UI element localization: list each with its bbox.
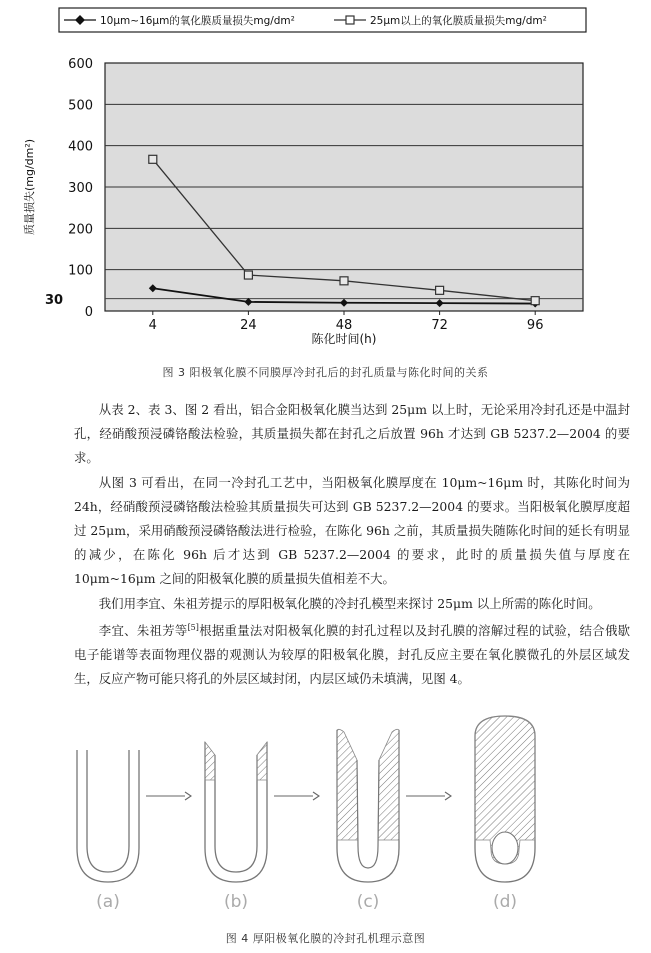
y-tick-label-400: 400	[68, 139, 93, 155]
paragraph-2: 从图 3 可看出，在同一冷封孔工艺中，当阳极氧化膜厚度在 10μm~16μm 时，其陈化时间为 24h，经硝酸预浸磷铬酸法检验其质量损失可达到 GB 5237.2—2004 的要求。当阳极氧化膜厚度超过 25μm，采用硝酸预浸磷铬酸法进行检验，在陈化 96h 之前，其质量损失随陈化时间的延长有明显的减少，在陈化 96h 后才达到 GB 5237.2—2004 的要求，此时的质量损失值与厚度在 10μm~16μm 之间的阳极氧化膜的质量损失值相差不大。	[74, 474, 630, 587]
figure-4-caption: 图 4 厚阳极氧化膜的冷封孔机理示意图	[225, 932, 426, 945]
legend-label-1: 10μm~16μm的氧化膜质量损失mg/dm²	[100, 15, 295, 27]
label-b: (b)	[223, 892, 249, 910]
figure-3-chart	[0, 0, 651, 360]
body-text	[74, 398, 630, 692]
label-c: (c)	[356, 892, 380, 910]
y-tick-label-200: 200	[68, 222, 93, 238]
paragraph-3: 我们用李宜、朱祖芳提示的厚阳极氧化膜的冷封孔模型来探讨 25μm 以上所需的陈化时间。	[98, 595, 601, 611]
paragraph-1: 从表 2、表 3、图 2 看出，铝合金阳极氧化膜当达到 25μm 以上时，无论采用冷封孔还是中温封孔，经硝酸预浸磷铬酸法检验，其质量损失都在封孔之后放置 96h 才达到 GB 5237.2—2004 的要求。	[74, 402, 630, 466]
x-axis-title: 陈化时间(h)	[311, 332, 377, 346]
pore-d	[475, 716, 535, 882]
point-square-96	[531, 297, 539, 305]
extra-tick-30: 30	[45, 293, 64, 308]
y-tick-label-0: 0	[84, 305, 93, 320]
arrow-1-head	[185, 792, 191, 800]
y-tick-label-300: 300	[68, 181, 93, 196]
arrow-2-head	[313, 792, 319, 800]
point-square-24	[244, 271, 252, 279]
y-tick-label-100: 100	[68, 263, 93, 279]
point-square-4	[149, 155, 157, 163]
arrow-3-head	[445, 792, 451, 800]
point-square-48	[340, 277, 348, 285]
x-tick-label-4: 4	[148, 318, 157, 333]
x-tick-label-48: 48	[335, 318, 353, 333]
y-axis-title: 质量损失(mg/dm²)	[23, 138, 36, 236]
y-tick-label-600: 600	[68, 57, 93, 72]
x-tick-label-96: 96	[526, 318, 544, 333]
legend-marker-square	[346, 16, 354, 24]
y-axis-ticks	[68, 57, 93, 320]
legend-label-2: 25μm以上的氧化膜质量损失mg/dm²	[370, 15, 547, 27]
chart-svg	[0, 0, 651, 360]
para4-authors: 李宜、朱祖芳等	[98, 622, 188, 638]
paragraph-4	[74, 616, 630, 692]
x-tick-label-24: 24	[240, 318, 257, 333]
label-d: (d)	[492, 892, 518, 910]
pore-a	[77, 750, 139, 882]
figure-3-caption: 图 3 阳极氧化膜不同膜厚冷封孔后的封孔质量与陈化时间的关系	[162, 366, 489, 379]
para4-text: 根据重量法对阳极氧化膜的封孔过程以及封孔膜的溶解过程的试验，结合俄歇电子能谱等表面物理仪器的观测认为较厚的阳极氧化膜，封孔反应主要在氧化膜微孔的外层区域发生，反应产物可能只将孔的外层区域封闭，内层区域仍未填满，见图 4。	[74, 622, 631, 687]
x-axis-ticks	[149, 311, 544, 333]
figure-4-diagram	[0, 700, 651, 910]
pore-c	[337, 729, 399, 882]
y-tick-label-500: 500	[68, 98, 93, 114]
x-tick-label-72: 72	[431, 318, 448, 333]
label-a: (a)	[96, 892, 120, 910]
citation-ref: [5]	[187, 622, 199, 632]
figure-4-svg	[0, 700, 651, 910]
point-square-72	[436, 286, 444, 294]
pore-b	[205, 742, 267, 882]
